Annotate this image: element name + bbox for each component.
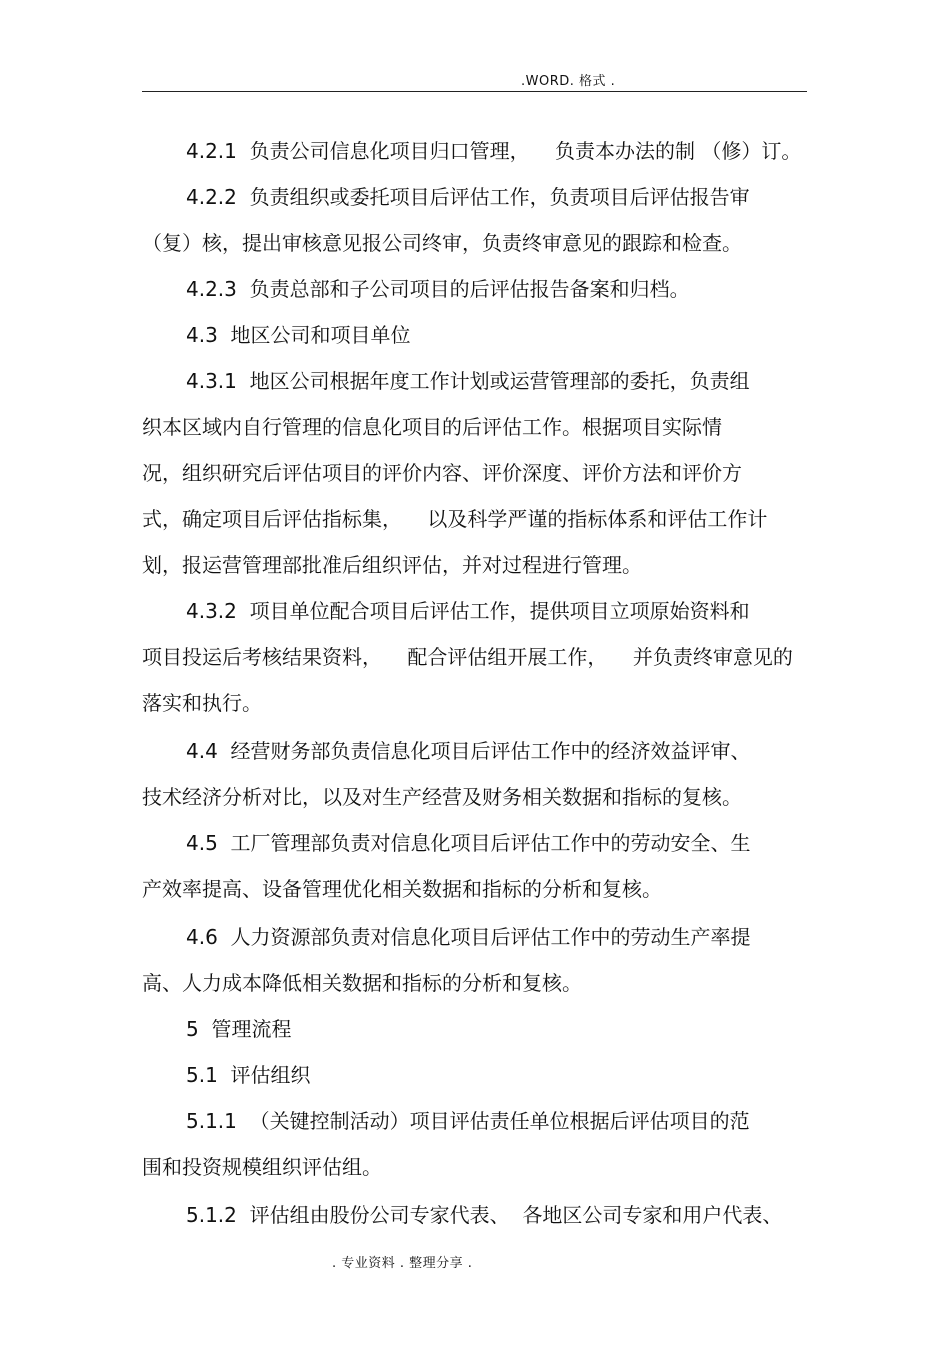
text-line: 划，报运营管理部批准后组织评估，并对过程进行管理。 <box>142 553 642 577</box>
text-line: 产效率提高、设备管理优化相关数据和指标的分析和复核。 <box>142 877 662 901</box>
text-line: 围和投资规模组织评估组。 <box>142 1155 382 1179</box>
text-line: 4.2.2 负责组织或委托项目后评估工作，负责项目后评估报告审 <box>186 185 750 209</box>
text-line: 4.2.1 负责公司信息化项目归口管理， 负责本办法的制 （修）订。 <box>186 139 802 163</box>
page-header <box>0 64 950 94</box>
text-line: 落实和执行。 <box>142 691 262 715</box>
page-footer: . 专业资料 . 整理分享 . <box>332 1256 473 1271</box>
text-line: 4.6 人力资源部负责对信息化项目后评估工作中的劳动生产率提 <box>186 925 751 949</box>
text-line: 4.2.3 负责总部和子公司项目的后评估报告备案和归档。 <box>186 277 690 301</box>
section-heading: 5.1 评估组织 <box>186 1063 311 1087</box>
text-line: 织本区域内自行管理的信息化项目的后评估工作。根据项目实际情 <box>142 415 722 439</box>
text-line: 5.1.1 （关键控制活动）项目评估责任单位根据后评估项目的范 <box>186 1109 750 1133</box>
text-line: 4.5 工厂管理部负责对信息化项目后评估工作中的劳动安全、生 <box>186 831 751 855</box>
text-line: 4.3.2 项目单位配合项目后评估工作，提供项目立项原始资料和 <box>186 599 750 623</box>
header-rule <box>142 91 807 92</box>
section-heading: 5 管理流程 <box>186 1017 292 1041</box>
text-line: （复）核，提出审核意见报公司终审，负责终审意见的跟踪和检查。 <box>142 231 742 255</box>
text-line: 5.1.2 评估组由股份公司专家代表、 各地区公司专家和用户代表、 <box>186 1203 783 1227</box>
text-line: 式，确定项目后评估指标集， 以及科学严谨的指标体系和评估工作计 <box>142 507 768 531</box>
header-text: .WORD. 格式 . <box>521 74 616 89</box>
text-line: 技术经济分析对比，以及对生产经营及财务相关数据和指标的复核。 <box>142 785 742 809</box>
text-line: 况，组织研究后评估项目的评价内容、评价深度、评价方法和评价方 <box>142 461 742 485</box>
text-line: 项目投运后考核结果资料， 配合评估组开展工作， 并负责终审意见的 <box>142 645 793 669</box>
text-line: 4.4 经营财务部负责信息化项目后评估工作中的经济效益评审、 <box>186 739 751 763</box>
text-line: 高、人力成本降低相关数据和指标的分析和复核。 <box>142 971 582 995</box>
section-heading: 4.3 地区公司和项目单位 <box>186 323 411 347</box>
text-line: 4.3.1 地区公司根据年度工作计划或运营管理部的委托，负责组 <box>186 369 750 393</box>
